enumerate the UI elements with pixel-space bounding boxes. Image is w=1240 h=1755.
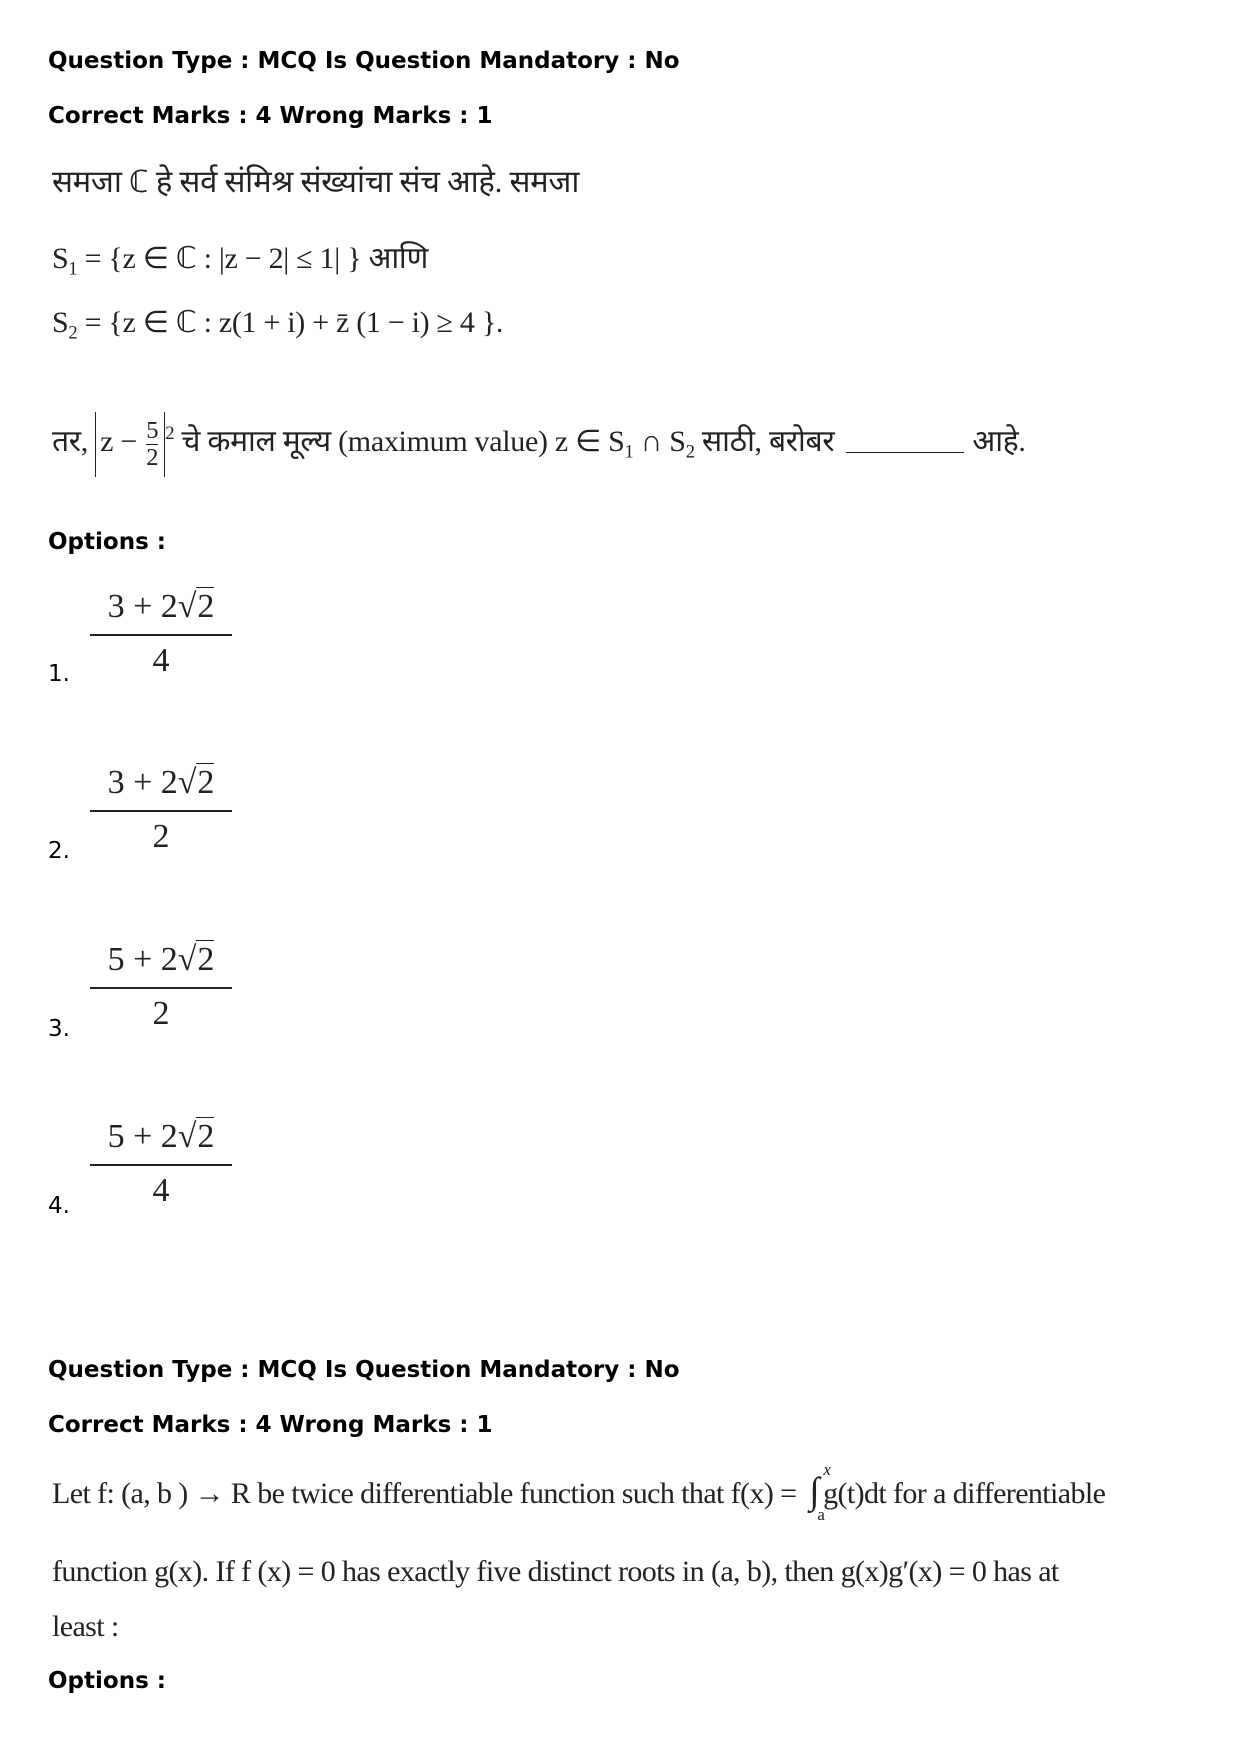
set-s2-symbol: S <box>52 306 69 339</box>
option-3-fraction[interactable] <box>90 941 232 1033</box>
option-2-number: 2. <box>48 838 70 864</box>
option-2-numerator <box>90 764 232 810</box>
option-4-numerator-term: 5 + 2 <box>107 1118 178 1155</box>
option-4-numerator <box>90 1118 232 1164</box>
option-1-number: 1. <box>48 661 70 687</box>
option-3-numerator-term: 5 + 2 <box>107 941 178 978</box>
abs-left-term: z − <box>100 425 145 459</box>
sqrt-symbol: √2 <box>177 941 215 978</box>
sqrt-symbol: √2 <box>177 588 215 625</box>
options-label: Options : <box>48 529 166 555</box>
option-4-radicand: 2 <box>197 1118 215 1155</box>
question-2-line-1-start: Let f: (a, b ) → R be twice differentiable function such that f(x) = <box>52 1477 804 1510</box>
option-4-number: 4. <box>48 1193 70 1219</box>
sqrt-symbol: √2 <box>177 764 215 801</box>
inline-fraction-denominator: 2 <box>146 443 159 471</box>
option-1-fraction[interactable] <box>90 588 232 680</box>
question-prefix: तर, <box>52 425 96 459</box>
question-2-line-1 <box>52 1460 1106 1524</box>
marks-header-2: Correct Marks : 4 Wrong Marks : 1 <box>48 1412 493 1438</box>
intersection-symbol: ∩ S <box>633 425 686 459</box>
set-s2-subscript: 2 <box>68 322 78 344</box>
sqrt-symbol: √2 <box>177 1118 215 1155</box>
options-label-2: Options : <box>48 1668 166 1694</box>
option-2-fraction[interactable] <box>90 764 232 856</box>
question-end: आहे. <box>972 425 1026 459</box>
question-2-line-3: least : <box>52 1610 119 1643</box>
option-1-numerator-term: 3 + 2 <box>107 588 178 625</box>
question-type-header-2: Question Type : MCQ Is Question Mandatory : No <box>48 1357 680 1383</box>
set-s1-expression: = {z ∈ ℂ : |z − 2| ≤ 1| } आणि <box>77 242 428 275</box>
set-s1-definition <box>52 236 428 281</box>
question-type-header: Question Type : MCQ Is Question Mandatory : No <box>48 48 680 74</box>
set-s1-subscript: 1 <box>68 258 78 280</box>
question-intro-line: समजा ℂ हे सर्व संमिश्र संख्यांचा संच आहे. समजा <box>52 164 580 199</box>
question-suffix: साठी, बरोबर <box>694 425 835 459</box>
option-1-radicand: 2 <box>197 588 215 625</box>
option-4-denominator: 4 <box>90 1164 232 1210</box>
option-3-denominator: 2 <box>90 987 232 1033</box>
option-2-numerator-term: 3 + 2 <box>107 764 178 801</box>
option-3-numerator <box>90 941 232 987</box>
absolute-value-expression <box>95 412 165 477</box>
integral-lower-limit: a <box>817 1505 825 1524</box>
exponent: 2 <box>165 423 175 445</box>
inline-fraction <box>146 418 158 471</box>
integral-symbol: ∫ x a <box>809 1460 831 1524</box>
question-2-line-1-end: g(t)dt for a differentiable <box>823 1477 1106 1510</box>
option-3-number: 3. <box>48 1016 70 1042</box>
option-3-radicand: 2 <box>197 941 215 978</box>
answer-blank <box>846 452 964 453</box>
marks-header: Correct Marks : 4 Wrong Marks : 1 <box>48 103 493 129</box>
question-statement <box>52 412 1026 477</box>
set-s1-symbol: S <box>52 242 69 275</box>
intersection-sub-2: 2 <box>685 441 695 463</box>
option-2-denominator: 2 <box>90 810 232 856</box>
question-middle-text: चे कमाल मूल्य (maximum value) z ∈ S <box>174 425 625 459</box>
question-2-line-2: function g(x). If f (x) = 0 has exactly five distinct roots in (a, b), then g(x)g′(x) = 0 has at <box>52 1555 1059 1588</box>
integral-upper-limit: x <box>823 1460 831 1479</box>
set-s2-expression: = {z ∈ ℂ : z(1 + i) + z̄ (1 − i) ≥ 4 }. <box>77 306 504 339</box>
option-1-numerator <box>90 588 232 634</box>
option-2-radicand: 2 <box>197 764 215 801</box>
option-1-denominator: 4 <box>90 634 232 680</box>
inline-fraction-numerator: 5 <box>146 417 159 444</box>
intersection-sub-1: 1 <box>624 441 634 463</box>
set-s2-definition <box>52 305 503 345</box>
option-4-fraction[interactable] <box>90 1118 232 1210</box>
